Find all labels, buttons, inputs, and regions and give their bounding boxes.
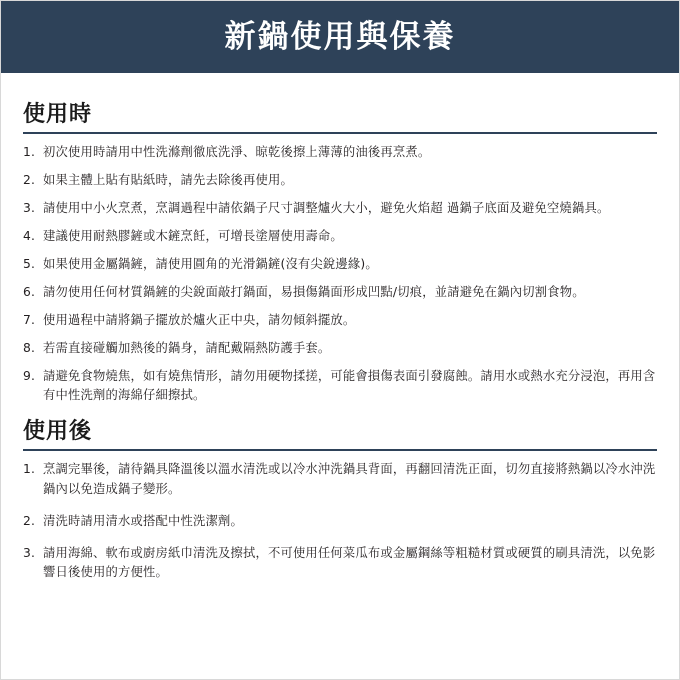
list-item-text: 如果使用金屬鍋鏟，請使用圓角的光滑鍋鏟(沒有尖銳邊緣)。 <box>43 257 378 272</box>
list-item <box>23 199 657 218</box>
list-item-number: 1. <box>23 145 36 159</box>
list-item-text: 請用海綿、軟布或廚房紙巾清洗及擦拭，不可使用任何菜瓜布或金屬鋼絲等粗糙材質或硬質的刷具清洗，以免影響日後使用的方便性。 <box>43 545 656 579</box>
list-item-number: 5. <box>23 257 36 272</box>
document-content <box>1 73 679 582</box>
list-item <box>23 255 657 274</box>
section-after-use <box>23 414 657 581</box>
page-title: 新鍋使用與保養 <box>224 18 456 55</box>
list-item-text: 請使用中小火烹煮，烹調過程中請依鍋子尺寸調整爐火大小，避免火焰超 過鍋子底面及避免空燒鍋具。 <box>43 201 610 216</box>
list-item-number: 9. <box>23 369 36 384</box>
list-item <box>23 544 657 582</box>
list-item-number: 2. <box>23 513 36 528</box>
list-item-text: 請避免食物燒焦，如有燒焦情形，請勿用硬物揉搓，可能會損傷表面引發腐蝕。請用水或熱水充分浸泡，再用含有中性洗劑的海綿仔細擦拭。 <box>43 369 656 403</box>
section-divider <box>23 132 657 134</box>
list-item-text: 如果主體上貼有貼紙時，請先去除後再使用。 <box>43 173 293 188</box>
instruction-list-during-use <box>23 143 657 405</box>
list-item-text: 烹調完畢後，請待鍋具降溫後以溫水清洗或以冷水沖洗鍋具背面，再翻回清洗正面，切勿直接將熱鍋以冷水沖洗鍋內以免造成鍋子變形。 <box>43 462 656 496</box>
list-item-number: 4. <box>23 229 36 244</box>
section-during-use <box>23 97 657 405</box>
list-item-number: 3. <box>23 545 36 560</box>
list-item-number: 7. <box>23 313 36 328</box>
list-item-text: 清洗時請用清水或搭配中性洗潔劑。 <box>43 513 243 528</box>
section-heading-after-use: 使用後 <box>23 419 93 445</box>
list-item <box>23 311 657 330</box>
section-divider <box>23 449 657 451</box>
list-item <box>23 367 657 405</box>
list-item-number: 3. <box>23 201 36 216</box>
list-item-number: 6. <box>23 285 36 300</box>
list-item <box>23 143 657 162</box>
list-item-text: 若需直接碰觸加熱後的鍋身，請配戴隔熱防護手套。 <box>43 341 331 356</box>
list-item <box>23 171 657 190</box>
list-item-text: 使用過程中請將鍋子擺放於爐火正中央，請勿傾斜擺放。 <box>43 313 356 328</box>
section-heading-during-use: 使用時 <box>23 102 93 127</box>
list-item-number: 1. <box>23 462 36 477</box>
list-item <box>23 283 657 302</box>
list-item-text: 請勿使用任何材質鍋鏟的尖銳面敲打鍋面，易損傷鍋面形成凹點/切痕，並請避免在鍋內切割食物。 <box>43 285 585 300</box>
list-item-text: 建議使用耐熱膠鏟或木鏟烹飪，可增長塗層使用壽命。 <box>43 229 343 244</box>
list-item-number: 8. <box>23 341 36 356</box>
list-item-number: 2. <box>23 173 36 188</box>
list-item <box>23 512 657 531</box>
list-item <box>23 460 657 498</box>
instruction-list-after-use <box>23 460 657 581</box>
page-header <box>1 1 679 73</box>
list-item-text: 初次使用時請用中性洗滌劑徹底洗淨、晾乾後擦上薄薄的油後再烹煮。 <box>43 145 431 159</box>
list-item <box>23 339 657 358</box>
list-item <box>23 227 657 246</box>
